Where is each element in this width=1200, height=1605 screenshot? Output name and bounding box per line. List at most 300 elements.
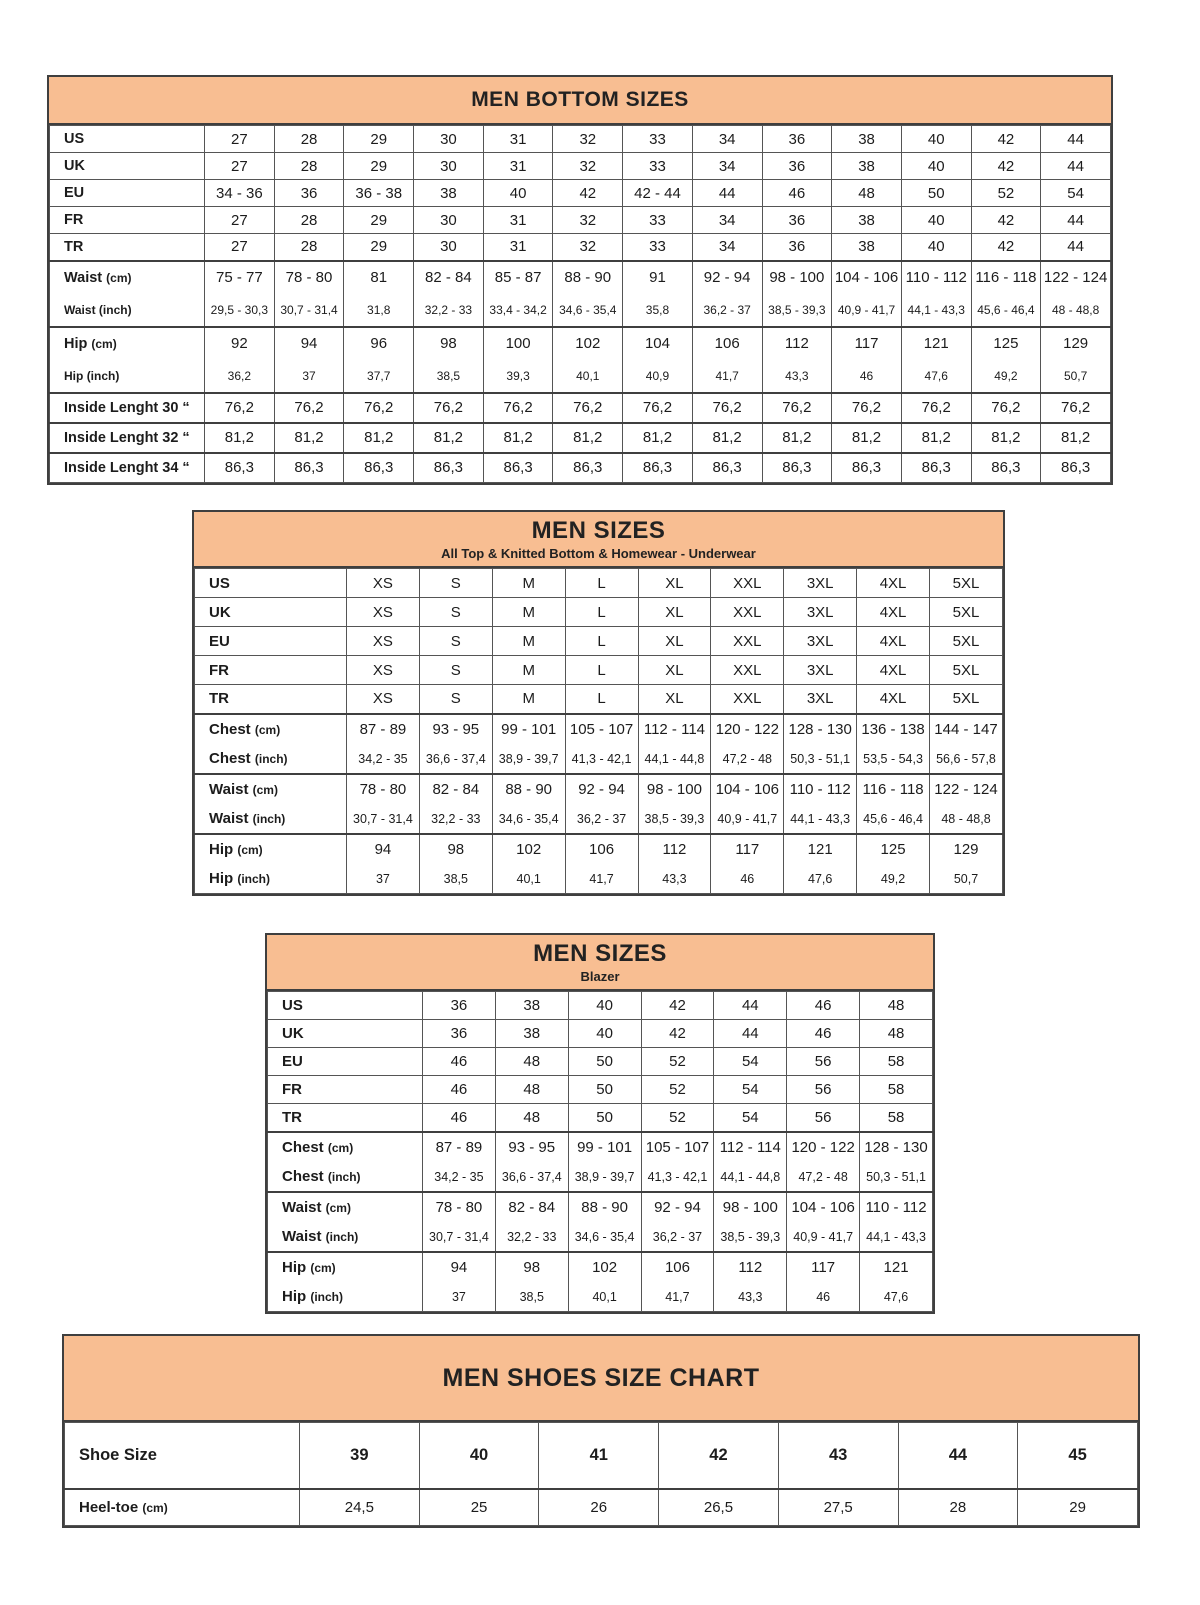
size-cell: 34,6 - 35,4 [553,294,623,327]
row-unit: (cm) [142,1500,168,1515]
row-label: Inside Lenght 30 “ [64,399,190,416]
size-cell: 42 [659,1423,779,1489]
size-cell: 86,3 [762,453,832,483]
size-cell: 120 - 122 [787,1132,860,1163]
size-cell: 3XL [784,598,857,627]
row-label-cell [195,627,347,656]
size-cell: 104 - 106 [832,261,902,294]
size-cell: 56,6 - 57,8 [930,745,1003,774]
size-cell: 42 [971,234,1041,261]
size-cell: 4XL [857,627,930,656]
size-cell: 116 - 118 [971,261,1041,294]
size-cell: 81,2 [692,423,762,453]
size-cell: 3XL [784,569,857,598]
row-label: TR [64,238,84,255]
row-label: Chest [209,721,251,738]
size-cell: 36 - 38 [344,180,414,207]
table-row [65,1489,1138,1526]
row-label-cell [195,598,347,627]
size-cell: XXL [711,627,784,656]
size-cell: 110 - 112 [784,774,857,805]
row-label-cell [65,1423,300,1489]
size-cell: 88 - 90 [492,774,565,805]
table-row [268,1163,933,1192]
size-cell: 38 [832,234,902,261]
size-cell: 42 [641,992,714,1020]
size-cell: 76,2 [274,393,344,423]
men-sizes-blazer-table [265,933,935,1314]
size-cell: XS [347,569,420,598]
size-cell: 40,1 [568,1283,641,1312]
size-cell: 58 [860,1048,933,1076]
size-cell: S [419,656,492,685]
row-label: Waist [209,810,249,827]
size-cell: 42 - 44 [623,180,693,207]
row-label-cell [268,1163,423,1192]
size-cell: 98 [495,1252,568,1283]
row-label: Inside Lenght 32 “ [64,429,190,446]
size-cell: 81,2 [1041,423,1111,453]
size-cell: 34,2 - 35 [423,1163,496,1192]
size-cell: 34 [692,126,762,153]
size-cell: 110 - 112 [860,1192,933,1223]
size-cell: 41,7 [565,865,638,894]
table-row [268,1048,933,1076]
size-cell: 105 - 107 [565,714,638,745]
size-cell: 49,2 [971,360,1041,393]
size-cell: 52 [641,1048,714,1076]
table-title: MEN BOTTOM SIZES [471,88,689,111]
row-unit: (cm) [325,1201,351,1215]
size-cell: 86,3 [1041,453,1111,483]
table-row [50,126,1111,153]
row-label-cell [195,774,347,805]
size-cell: 33 [623,126,693,153]
size-cell: 46 [787,1283,860,1312]
size-cell: 81,2 [205,423,275,453]
row-label: TR [282,1108,302,1126]
size-cell: 34 - 36 [205,180,275,207]
size-cell: 46 [423,1048,496,1076]
table-row [268,1132,933,1163]
size-cell: 40 [568,1020,641,1048]
size-cell: 33,4 - 34,2 [483,294,553,327]
size-cell: 98 [414,327,484,360]
size-cell: 34 [692,153,762,180]
size-cell: 44,1 - 44,8 [638,745,711,774]
size-cell: 3XL [784,627,857,656]
size-cell: 48 - 48,8 [930,805,1003,834]
size-cell: 82 - 84 [414,261,484,294]
size-cell: 47,6 [860,1283,933,1312]
size-cell: 117 [832,327,902,360]
size-cell: 121 [860,1252,933,1283]
size-cell: 86,3 [344,453,414,483]
size-cell: S [419,598,492,627]
size-cell: 48 [495,1076,568,1104]
size-cell: 37 [423,1283,496,1312]
size-cell: 93 - 95 [495,1132,568,1163]
table-header-band [49,77,1111,125]
table-row [268,992,933,1020]
size-cell: 27 [205,126,275,153]
size-cell: 92 - 94 [641,1192,714,1223]
size-cell: 31 [483,126,553,153]
size-cell: 54 [1041,180,1111,207]
row-unit: (cm) [327,1141,354,1155]
size-cell: 38 [495,1020,568,1048]
table-row [50,261,1111,294]
size-cell: 30 [414,153,484,180]
size-cell: 44 [1041,207,1111,234]
size-cell: 112 - 114 [638,714,711,745]
row-label: Chest [282,1168,324,1185]
size-cell: 28 [274,126,344,153]
size-cell: 41 [539,1423,659,1489]
row-label-cell [50,234,205,261]
size-cell: 46 [787,992,860,1020]
size-cell: 31 [483,207,553,234]
size-cell: 121 [901,327,971,360]
size-cell: 81,2 [762,423,832,453]
size-cell: 128 - 130 [784,714,857,745]
row-label: Hip [64,368,84,383]
size-cell: 32,2 - 33 [414,294,484,327]
row-label-cell [195,865,347,894]
row-label-cell [50,180,205,207]
size-cell: 76,2 [344,393,414,423]
size-cell: 45,6 - 46,4 [971,294,1041,327]
size-cell: 26,5 [659,1489,779,1526]
size-cell: 76,2 [1041,393,1111,423]
row-label: FR [64,212,84,228]
size-grid [267,991,933,1312]
row-label: EU [209,632,230,650]
table-row [195,745,1003,774]
size-cell: 81,2 [483,423,553,453]
size-cell: 48 - 48,8 [1041,294,1111,327]
size-cell: 116 - 118 [857,774,930,805]
row-label-cell [268,1104,423,1132]
size-cell: 36,2 - 37 [641,1223,714,1252]
size-cell: 36 [423,992,496,1020]
size-cell: 4XL [857,685,930,714]
size-cell: 38 [414,180,484,207]
size-cell: XL [638,569,711,598]
size-cell: 125 [857,834,930,865]
size-cell: 38 [832,126,902,153]
size-cell: M [492,569,565,598]
size-cell: 49,2 [857,865,930,894]
size-cell: L [565,569,638,598]
size-cell: M [492,656,565,685]
size-cell: 94 [423,1252,496,1283]
size-cell: 45 [1018,1423,1138,1489]
size-cell: XXL [711,598,784,627]
size-cell: 53,5 - 54,3 [857,745,930,774]
size-cell: 5XL [930,598,1003,627]
row-label-cell [50,126,205,153]
size-cell: 40 [901,234,971,261]
size-cell: 88 - 90 [568,1192,641,1223]
size-cell: 40 [568,992,641,1020]
row-label-cell [195,805,347,834]
row-label: EU [64,185,85,201]
size-cell: 40,1 [553,360,623,393]
size-cell: 29 [1018,1489,1138,1526]
row-label: US [209,574,230,592]
size-cell: 40,9 - 41,7 [832,294,902,327]
size-cell: 34,6 - 35,4 [492,805,565,834]
size-cell: 36 [762,207,832,234]
size-cell: 112 [762,327,832,360]
row-label: Chest [209,750,251,767]
size-cell: L [565,598,638,627]
size-cell: 32,2 - 33 [495,1223,568,1252]
row-label-cell [50,294,205,327]
size-cell: 37,7 [344,360,414,393]
size-cell: 81 [344,261,414,294]
size-cell: XL [638,656,711,685]
size-cell: 104 - 106 [787,1192,860,1223]
table-row [195,656,1003,685]
size-cell: 100 [483,327,553,360]
table-row [268,1104,933,1132]
row-unit: (inch) [252,812,286,826]
table-row [195,805,1003,834]
table-row [268,1223,933,1252]
size-cell: 28 [274,207,344,234]
row-label-cell [268,1020,423,1048]
row-unit: (cm) [310,1261,336,1275]
row-label-cell [50,393,205,423]
size-cell: 43,3 [714,1283,787,1312]
row-label: Chest [282,1139,324,1156]
size-cell: 42 [641,1020,714,1048]
size-cell: 98 [419,834,492,865]
size-cell: 88 - 90 [553,261,623,294]
size-cell: 50,7 [930,865,1003,894]
table-row [195,774,1003,805]
size-cell: 54 [714,1048,787,1076]
size-cell: 52 [971,180,1041,207]
size-cell: 121 [784,834,857,865]
row-label-cell [65,1489,300,1526]
size-cell: 144 - 147 [930,714,1003,745]
size-cell: 36 [762,126,832,153]
size-cell: 30 [414,207,484,234]
size-cell: 58 [860,1104,933,1132]
size-cell: 31 [483,153,553,180]
size-cell: 43,3 [638,865,711,894]
size-cell: 29 [344,126,414,153]
size-cell: XS [347,598,420,627]
size-cell: 28 [274,234,344,261]
size-cell: 4XL [857,569,930,598]
size-cell: 4XL [857,598,930,627]
size-cell: 104 [623,327,693,360]
size-cell: 87 - 89 [347,714,420,745]
row-label: TR [209,690,229,708]
size-cell: 136 - 138 [857,714,930,745]
size-cell: 28 [898,1489,1018,1526]
size-cell: 81,2 [274,423,344,453]
size-cell: 76,2 [623,393,693,423]
row-label: Waist [64,302,96,317]
row-unit: (inch) [86,368,120,383]
table-row [50,153,1111,180]
size-cell: 34 [692,207,762,234]
size-cell: 98 - 100 [762,261,832,294]
size-cell: 32 [553,234,623,261]
row-label-cell [268,1252,423,1283]
size-cell: 98 - 100 [714,1192,787,1223]
size-cell: 50 [568,1104,641,1132]
row-label-cell [195,714,347,745]
size-cell: 38,9 - 39,7 [492,745,565,774]
size-cell: XXL [711,569,784,598]
size-cell: 76,2 [971,393,1041,423]
size-cell: 112 - 114 [714,1132,787,1163]
table-title: MEN SIZES [533,940,667,967]
size-cell: 46 [423,1076,496,1104]
size-cell: 36,2 [205,360,275,393]
size-cell: 40,9 [623,360,693,393]
size-cell: 44 [1041,153,1111,180]
size-cell: 40 [901,126,971,153]
size-cell: 81,2 [901,423,971,453]
size-cell: 86,3 [553,453,623,483]
size-cell: 98 - 100 [638,774,711,805]
size-cell: 50,3 - 51,1 [784,745,857,774]
size-cell: 33 [623,207,693,234]
size-cell: 86,3 [832,453,902,483]
row-label: Waist [209,781,249,798]
row-label: Hip [282,1259,307,1276]
size-cell: 38,5 - 39,3 [638,805,711,834]
size-cell: 38,5 [414,360,484,393]
size-cell: 41,3 - 42,1 [641,1163,714,1192]
size-cell: 44,1 - 43,3 [860,1223,933,1252]
size-cell: 58 [860,1076,933,1104]
size-cell: 92 - 94 [565,774,638,805]
size-cell: 38 [495,992,568,1020]
size-cell: 78 - 80 [423,1192,496,1223]
row-label-cell [268,1132,423,1163]
size-cell: 45,6 - 46,4 [857,805,930,834]
size-cell: 3XL [784,656,857,685]
size-cell: XS [347,685,420,714]
size-cell: 38,9 - 39,7 [568,1163,641,1192]
size-cell: 40,1 [492,865,565,894]
size-cell: 52 [641,1076,714,1104]
size-cell: 38 [832,153,902,180]
size-cell: 32 [553,126,623,153]
size-cell: 25 [419,1489,539,1526]
size-cell: 112 [638,834,711,865]
size-cell: 50,3 - 51,1 [860,1163,933,1192]
size-cell: 52 [641,1104,714,1132]
size-cell: 122 - 124 [1041,261,1111,294]
row-unit: (cm) [254,723,281,737]
size-cell: 105 - 107 [641,1132,714,1163]
size-cell: 42 [971,207,1041,234]
row-unit: (cm) [237,843,263,857]
size-cell: XL [638,685,711,714]
size-cell: 43 [778,1423,898,1489]
row-label-cell [268,992,423,1020]
size-cell: 48 [495,1104,568,1132]
table-row [195,685,1003,714]
table-row [50,234,1111,261]
size-cell: M [492,598,565,627]
size-cell: 39 [300,1423,420,1489]
size-cell: 86,3 [414,453,484,483]
size-cell: 36 [762,234,832,261]
size-cell: 26 [539,1489,659,1526]
row-unit: (inch) [327,1170,361,1184]
table-row [195,714,1003,745]
size-cell: 86,3 [274,453,344,483]
size-cell: 128 - 130 [860,1132,933,1163]
size-cell: 36,6 - 37,4 [495,1163,568,1192]
size-cell: 34,6 - 35,4 [568,1223,641,1252]
size-cell: 48 [860,992,933,1020]
size-cell: 5XL [930,685,1003,714]
size-cell: 86,3 [483,453,553,483]
row-label-cell [50,423,205,453]
size-cell: 125 [971,327,1041,360]
size-cell: 117 [711,834,784,865]
size-cell: 40,9 - 41,7 [787,1223,860,1252]
table-row [268,1192,933,1223]
size-cell: 81,2 [971,423,1041,453]
size-cell: 93 - 95 [419,714,492,745]
size-cell: 31 [483,234,553,261]
table-row [50,360,1111,393]
size-cell: 44 [1041,126,1111,153]
size-cell: 44,1 - 43,3 [784,805,857,834]
size-cell: 44 [898,1423,1018,1489]
size-cell: L [565,627,638,656]
size-cell: 32 [553,153,623,180]
size-cell: 99 - 101 [492,714,565,745]
size-cell: 106 [641,1252,714,1283]
size-cell: 38,5 [419,865,492,894]
size-cell: 82 - 84 [419,774,492,805]
size-cell: 92 - 94 [692,261,762,294]
table-title: MEN SIZES [531,517,666,544]
size-cell: 99 - 101 [568,1132,641,1163]
table-row [50,180,1111,207]
size-cell: XS [347,656,420,685]
table-row [50,453,1111,483]
size-cell: 47,2 - 48 [711,745,784,774]
size-cell: 91 [623,261,693,294]
size-cell: 40 [483,180,553,207]
size-cell: 38,5 - 39,3 [762,294,832,327]
size-cell: 47,6 [784,865,857,894]
row-label-cell [268,1192,423,1223]
size-cell: 85 - 87 [483,261,553,294]
row-label: US [282,997,303,1014]
size-cell: XL [638,598,711,627]
table-row [268,1283,933,1312]
row-label: Waist [282,1199,322,1216]
table-row [65,1423,1138,1489]
row-label-cell [50,153,205,180]
size-cell: 29,5 - 30,3 [205,294,275,327]
